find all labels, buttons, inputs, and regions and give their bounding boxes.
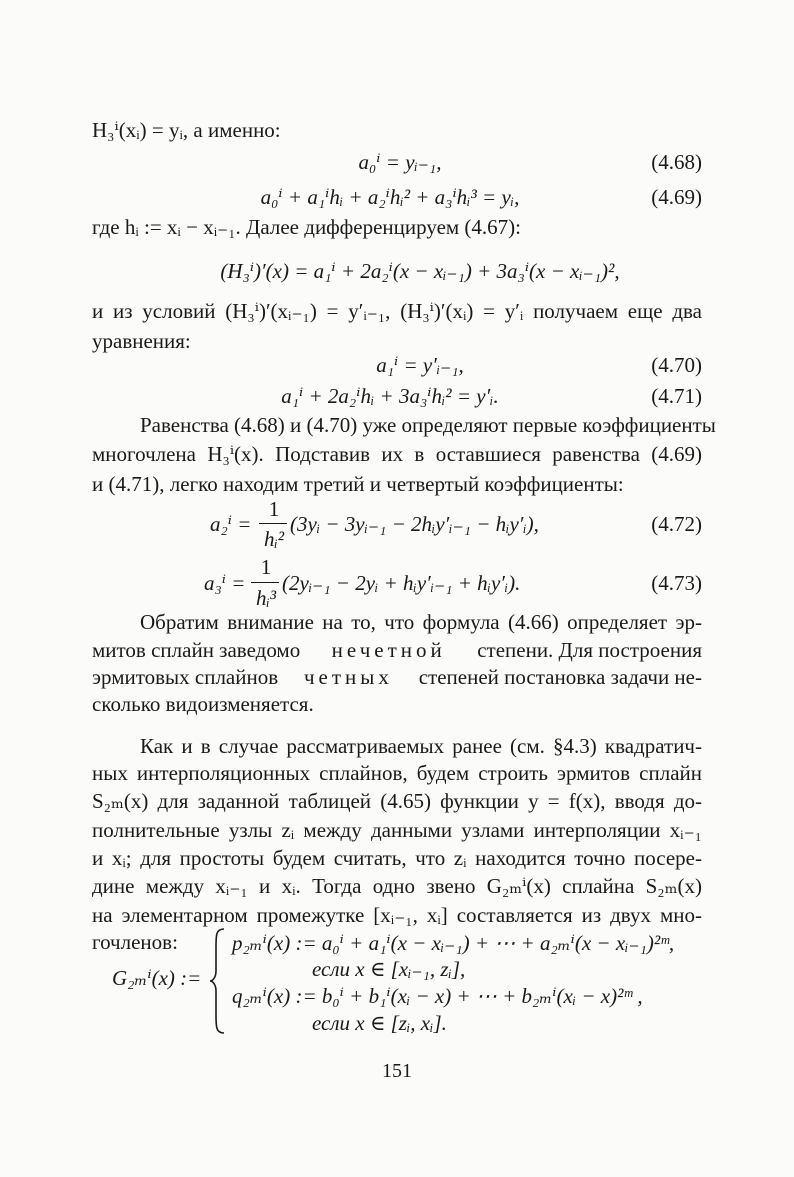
formula-derivative: (H₃ⁱ)′(x) = a₁ⁱ + 2a₂ⁱ(x − xᵢ₋₁) + 3a₃ⁱ(x − xᵢ₋₁)²,: [220, 259, 620, 283]
paragraph-3-line-2: ных интерполяционных сплайнов, будем строить эрмитов сплайн: [92, 761, 702, 785]
emphasis-even: четных: [303, 665, 393, 689]
equation-number-4-69: (4.69): [651, 185, 702, 209]
piecewise-lhs: G₂ₘⁱ(x) :=: [112, 966, 202, 990]
formula-4-72-lhs: a₂ⁱ =: [210, 512, 252, 536]
paragraph-3-line-6: дине между xᵢ₋₁ и xᵢ. Тогда одно звено G₂ₘⁱ(x) сплайна S₂ₘ(x): [92, 874, 702, 898]
formula-4-73-frac-bar: [251, 582, 279, 583]
text-line-equations: уравнения:: [92, 329, 191, 353]
paragraph-3-line-3: S₂ₘ(x) для заданной таблицей (4.65) функции y = f(x), вводя до-: [92, 789, 702, 813]
paragraph-2-line-2-part-c: степени. Для построения: [477, 638, 702, 662]
emphasis-odd: нечетной: [331, 638, 446, 662]
text-line-intro: H₃ⁱ(xᵢ) = yᵢ, а именно:: [92, 118, 281, 142]
equation-number-4-72: (4.72): [651, 512, 702, 536]
formula-4-72-frac-bar: [259, 523, 287, 524]
paragraph-1-line-1: Равенства (4.68) и (4.70) уже определяют первые коэффициенты: [140, 413, 716, 437]
paragraph-3-line-1: Как и в случае рассматриваемых ранее (см. §4.3) квадратич-: [140, 734, 702, 758]
case-1-condition: если x ∈ [xᵢ₋₁, zᵢ],: [312, 957, 466, 981]
text-line-conditions: и из условий (H₃ⁱ)′(xᵢ₋₁) = y′ᵢ₋₁, (H₃ⁱ)′(xᵢ) = y′ᵢ получаем еще два: [92, 299, 702, 323]
paragraph-2-line-2-part-a: митов сплайн заведомо: [92, 638, 301, 662]
paragraph-2-line-3-part-a: эрмитовых сплайнов: [92, 665, 279, 689]
formula-4-72-frac-numerator: 1: [268, 497, 280, 521]
paragraph-1-line-3: и (4.71), легко находим третий и четвертый коэффициенты:: [92, 472, 624, 496]
formula-4-73-frac-denominator: hᵢ³: [255, 586, 277, 610]
formula-4-71: a₁ⁱ + 2a₂ⁱhᵢ + 3a₃ⁱhᵢ² = y′ᵢ.: [281, 384, 499, 408]
formula-4-69: a₀ⁱ + a₁ⁱhᵢ + a₂ⁱhᵢ² + a₃ⁱhᵢ³ = yᵢ,: [260, 185, 520, 209]
formula-4-72-rhs: (3yᵢ − 3yᵢ₋₁ − 2hᵢy′ᵢ₋₁ − hᵢy′ᵢ),: [290, 512, 539, 536]
paragraph-3-line-5: и xᵢ; для простоты будем считать, что zᵢ находится точно посере-: [92, 846, 702, 870]
paragraph-3-line-7: на элементарном промежутке [xᵢ₋₁, xᵢ] составляется из двух мно-: [92, 903, 702, 927]
formula-4-68: a₀ⁱ = yᵢ₋₁,: [358, 150, 442, 174]
equation-number-4-70: (4.70): [651, 353, 702, 377]
equation-number-4-73: (4.73): [651, 571, 702, 595]
formula-4-72-frac-denominator: hᵢ²: [263, 527, 285, 551]
page-number: 151: [382, 1060, 412, 1082]
equation-number-4-68: (4.68): [651, 150, 702, 174]
formula-4-70: a₁ⁱ = y′ᵢ₋₁,: [376, 353, 464, 377]
paragraph-2-line-2: [92, 637, 702, 663]
left-brace-icon: [208, 927, 226, 1035]
formula-4-73-lhs: a₃ⁱ =: [204, 571, 246, 595]
paragraph-2-line-3-part-c: степеней постановка задачи не-: [418, 665, 702, 689]
case-1-formula: p₂ₘⁱ(x) := a₀ⁱ + a₁ⁱ(x − xᵢ₋₁) + ⋯ + a₂ₘⁱ(x − xᵢ₋₁)²ᵐ,: [232, 931, 675, 955]
equation-number-4-71: (4.71): [651, 384, 702, 408]
case-2-formula: q₂ₘⁱ(x) := b₀ⁱ + b₁ⁱ(xᵢ − x) + ⋯ + b₂ₘⁱ(xᵢ − x)²ᵐ ,: [232, 984, 643, 1008]
formula-4-73-rhs: (2yᵢ₋₁ − 2yᵢ + hᵢy′ᵢ₋₁ + hᵢy′ᵢ).: [282, 571, 521, 595]
paragraph-2-line-3: [92, 664, 702, 690]
paragraph-1-line-2: многочлена H₃ⁱ(x). Подставив их в оставшиеся равенства (4.69): [92, 442, 702, 466]
formula-4-73-frac-numerator: 1: [260, 555, 272, 579]
paragraph-2-line-4: сколько видоизменяется.: [92, 692, 314, 716]
paragraph-3-line-8: гочленов:: [92, 930, 178, 954]
paragraph-2-line-1: Обратим внимание на то, что формула (4.66) определяет эр-: [140, 610, 702, 634]
text-line-hi: где hᵢ := xᵢ − xᵢ₋₁. Далее дифференцируем (4.67):: [92, 215, 522, 239]
case-2-condition: если x ∈ [zᵢ, xᵢ].: [312, 1011, 447, 1035]
paragraph-3-line-4: полнительные узлы zᵢ между данными узлами интерполяции xᵢ₋₁: [92, 818, 702, 842]
